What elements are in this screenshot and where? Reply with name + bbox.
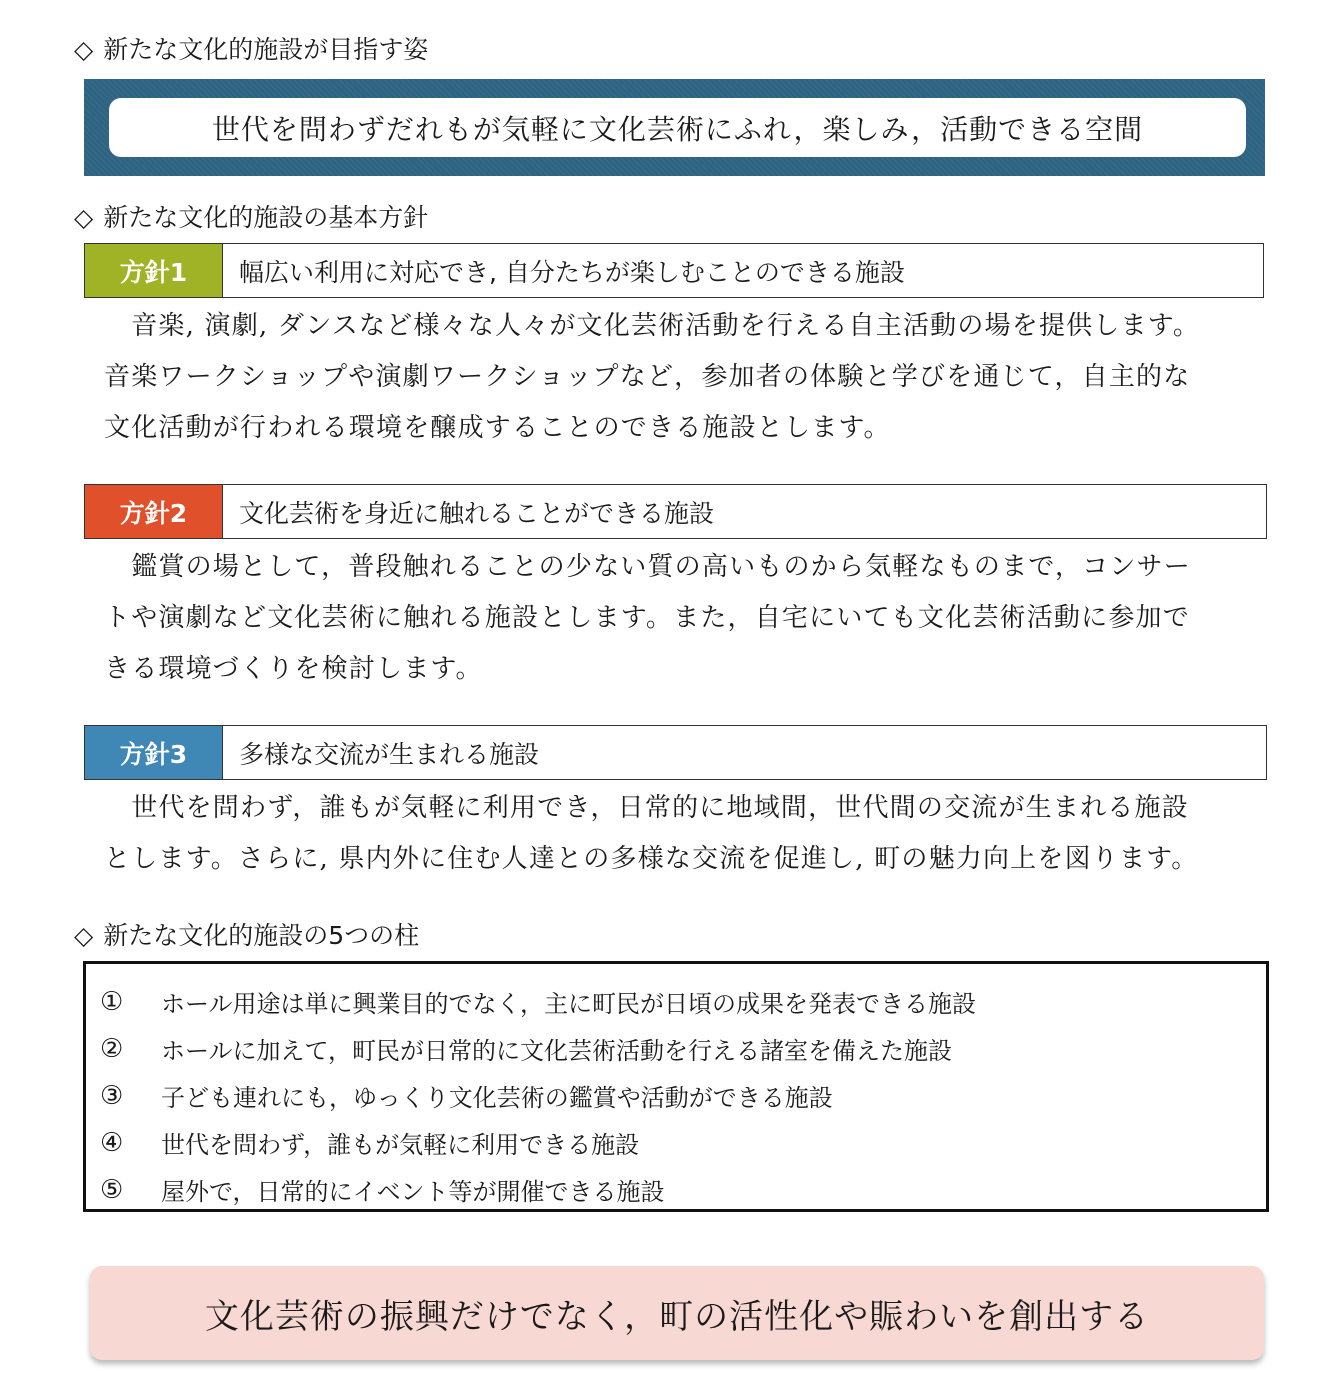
policy-1-line: 文化活動が行われる環境を醸成することのできる施設とします。	[104, 413, 891, 443]
diamond-icon: ◇	[74, 203, 94, 232]
policies-heading-text: 新たな文化的施設の基本方針	[103, 203, 429, 232]
pillar-item	[86, 1025, 1266, 1072]
pillar-item	[86, 978, 1266, 1025]
vision-heading	[74, 33, 428, 67]
pillar-number: ①	[100, 986, 124, 1017]
policy-1-line: 音楽ワークショップや演劇ワークショップなど，参加者の体験と学びを通じて，自主的な	[104, 362, 1191, 392]
policy-2-badge: 方針2	[85, 485, 223, 538]
policy-3-body	[104, 783, 1264, 885]
pillar-text: ホール用途は単に興業目的でなく，主に町民が日頃の成果を発表できる施設	[161, 990, 977, 1018]
pillars-heading-text: 新たな文化的施設の5つの柱	[103, 921, 420, 950]
pillars-heading	[74, 919, 419, 953]
diamond-icon: ◇	[74, 35, 94, 64]
policy-2-bar	[84, 484, 1267, 539]
policy-3-line: 世代を問わず，誰もが気軽に利用でき，日常的に地域間，世代間の交流が生まれる施設	[104, 793, 1189, 823]
policy-3-bar	[84, 725, 1267, 780]
policy-2-line: トや演劇など文化芸術に触れる施設とします。また，自宅にいても文化芸術活動に参加で	[104, 603, 1190, 633]
pillar-item	[86, 1166, 1266, 1213]
pillar-text: 子ども連れにも，ゆっくり文化芸術の鑑賞や活動ができる施設	[161, 1084, 833, 1112]
conclusion-callout: 文化芸術の振興だけでなく，町の活性化や賑わいを創出する	[90, 1266, 1264, 1360]
vision-banner	[84, 79, 1265, 176]
pillar-text: ホールに加えて，町民が日常的に文化芸術活動を行える諸室を備えた施設	[161, 1037, 953, 1065]
pillar-text: 屋外で，日常的にイベント等が開催できる施設	[161, 1178, 665, 1206]
pillar-item	[86, 1072, 1266, 1119]
policy-1-line: 音楽, 演劇, ダンスなど様々な人々が文化芸術活動を行える自主活動の場を提供します。	[104, 311, 1201, 341]
policy-2-line: 鑑賞の場として，普段触れることの少ない質の高いものから気軽なものまで，コンサー	[104, 552, 1191, 582]
policies-heading	[74, 201, 428, 235]
policy-1-title: 幅広い利用に対応でき, 自分たちが楽しむことのできる施設	[239, 257, 905, 287]
policy-1-bar	[84, 243, 1264, 298]
pillar-number: ④	[100, 1127, 124, 1158]
pillar-text: 世代を問わず，誰もが気軽に利用できる施設	[161, 1131, 640, 1159]
vision-heading-text: 新たな文化的施設が目指す姿	[103, 35, 429, 64]
policy-3-title: 多様な交流が生まれる施設	[239, 739, 540, 769]
pillars-box	[83, 961, 1269, 1212]
policy-1-badge: 方針1	[85, 244, 223, 297]
vision-statement: 世代を問わずだれもが気軽に文化芸術にふれ，楽しみ，活動できる空間	[109, 98, 1246, 157]
pillar-number: ②	[100, 1033, 124, 1064]
policy-3-line: とします。さらに, 県内外に住む人達との多様な交流を促進し, 町の魅力向上を図ります。	[104, 844, 1199, 874]
pillar-number: ③	[100, 1080, 124, 1111]
diamond-icon: ◇	[74, 921, 94, 950]
policy-2-line: きる環境づくりを検討します。	[104, 654, 483, 684]
pillar-item	[86, 1119, 1266, 1166]
pillar-number: ⑤	[100, 1174, 124, 1205]
policy-3-badge: 方針3	[85, 726, 223, 779]
policy-1-body	[104, 301, 1264, 454]
policy-2-title: 文化芸術を身近に触れることができる施設	[239, 498, 715, 528]
policy-2-body	[104, 542, 1264, 695]
